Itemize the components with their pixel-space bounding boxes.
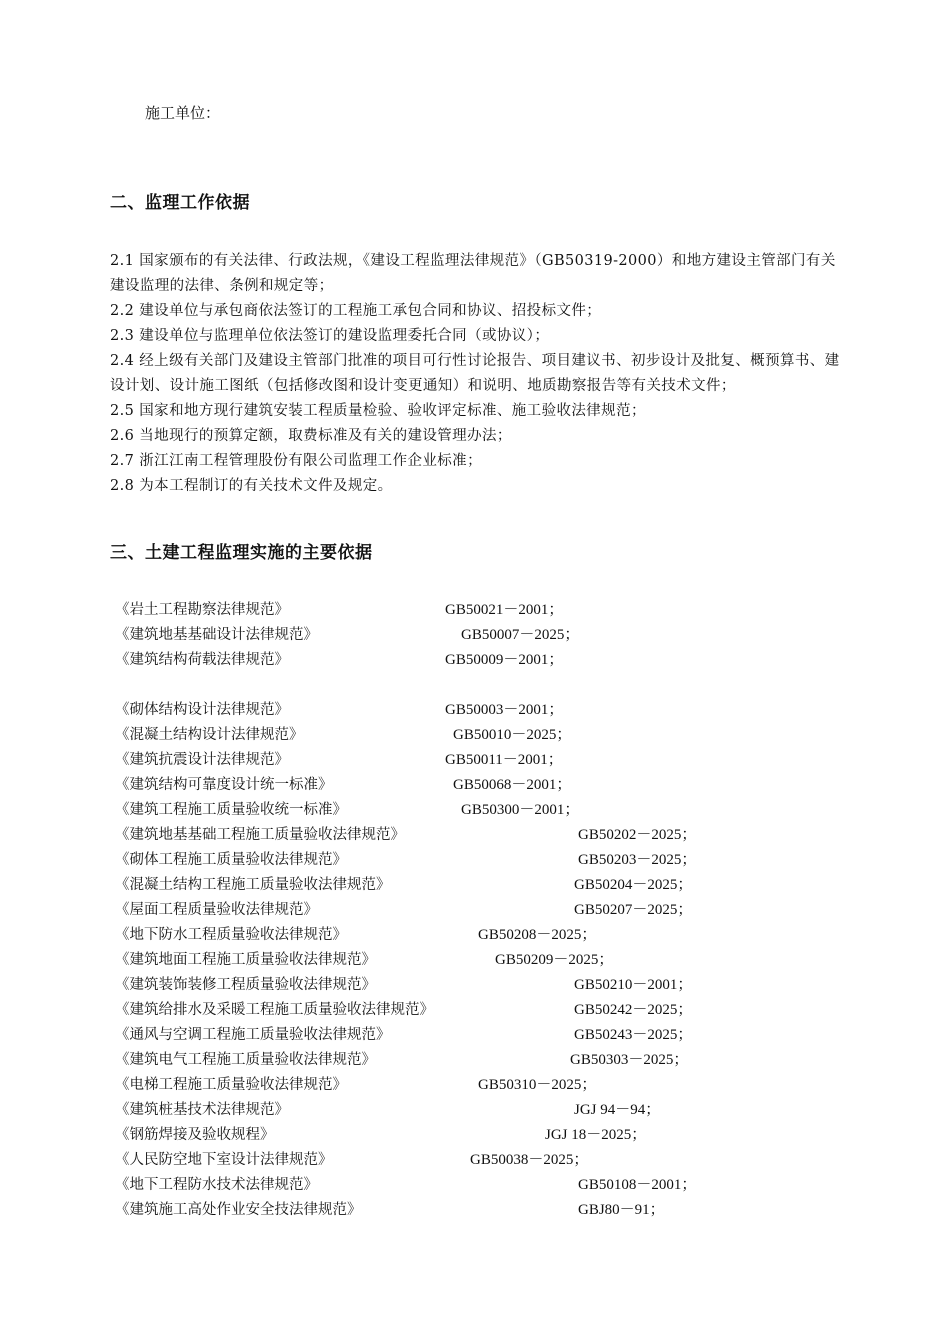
section-2-list (110, 249, 850, 499)
standard-row (115, 598, 815, 623)
standard-row (115, 998, 815, 1023)
standard-code: GB50203－2025； (578, 852, 697, 868)
basis-item: 2.1 国家颁布的有关法律、行政法规，《建设工程监理法律规范》（GB50319-2000）和地方建设主管部门有关建设监理的法律、条例和规定等； (110, 253, 836, 294)
standard-name: 《人民防空地下室设计法律规范》 (115, 1152, 333, 1168)
standard-name: 《岩土工程勘察法律规范》 (115, 602, 289, 618)
standard-code: GB50009－2001； (445, 652, 564, 668)
section-2-heading: 二、监理工作依据 (110, 193, 250, 213)
standard-name: 《建筑桩基技术法律规范》 (115, 1102, 289, 1118)
standard-code: GB50011－2001； (445, 752, 563, 768)
standard-code: GB50108－2001； (578, 1177, 697, 1193)
standard-code: GB50038－2025； (470, 1152, 589, 1168)
standard-name: 《地下工程防水技术法律规范》 (115, 1177, 318, 1193)
standard-name: 《通风与空调工程施工质量验收法律规范》 (115, 1027, 391, 1043)
standard-name: 《建筑电气工程施工质量验收法律规范》 (115, 1052, 376, 1068)
standard-code: GB50007－2025； (461, 627, 580, 643)
standard-name: 《钢筋焊接及验收规程》 (115, 1127, 275, 1143)
basis-item: 2.8 为本工程制订的有关技术文件及规定。 (110, 478, 393, 494)
standard-name: 《屋面工程质量验收法律规范》 (115, 902, 318, 918)
section-3-heading: 三、土建工程监理实施的主要依据 (110, 543, 373, 563)
standard-name: 《混凝土结构工程施工质量验收法律规范》 (115, 877, 391, 893)
standard-code: GB50003－2001； (445, 702, 564, 718)
standard-name: 《建筑施工高处作业安全技法律规范》 (115, 1202, 362, 1218)
standard-row (115, 923, 815, 948)
standard-code: GB50021－2001； (445, 602, 564, 618)
standard-name: 《混凝土结构设计法律规范》 (115, 727, 304, 743)
standard-code: GB50202－2025； (578, 827, 697, 843)
standard-code: GB50208－2025； (478, 927, 597, 943)
standard-row (115, 1198, 815, 1223)
standard-row (115, 1023, 815, 1048)
standard-row (115, 1098, 815, 1123)
standard-code: GB50068－2001； (453, 777, 572, 793)
standard-name: 《砌体结构设计法律规范》 (115, 702, 289, 718)
standard-code: GB50243－2025； (574, 1027, 693, 1043)
standard-row (115, 798, 815, 823)
standard-name: 《建筑结构可靠度设计统一标准》 (115, 777, 333, 793)
standard-name: 《地下防水工程质量验收法律规范》 (115, 927, 347, 943)
standard-row (115, 848, 815, 873)
standard-row (115, 948, 815, 973)
standard-row (115, 823, 815, 848)
basis-item: 2.7 浙江江南工程管理股份有限公司监理工作企业标准； (110, 453, 482, 469)
standard-code: GB50310－2025； (478, 1077, 597, 1093)
standard-name: 《电梯工程施工质量验收法律规范》 (115, 1077, 347, 1093)
standard-row (115, 1148, 815, 1173)
standard-code: GB50242－2025； (574, 1002, 693, 1018)
standard-row (115, 873, 815, 898)
basis-item: 2.5 国家和地方现行建筑安装工程质量检验、验收评定标准、施工验收法律规范； (110, 403, 646, 419)
standard-code: GB50209－2025； (495, 952, 614, 968)
standard-name: 《建筑给排水及采暖工程施工质量验收法律规范》 (115, 1002, 434, 1018)
standard-row (115, 898, 815, 923)
construction-unit-label: 施工单位： (145, 104, 221, 122)
standard-row (115, 1073, 815, 1098)
standard-row (115, 748, 815, 773)
standard-name: 《建筑结构荷载法律规范》 (115, 652, 289, 668)
standard-code: JGJ 18－2025； (545, 1127, 647, 1143)
standard-row (115, 1173, 815, 1198)
standard-row (115, 723, 815, 748)
standard-name: 《砌体工程施工质量验收法律规范》 (115, 852, 347, 868)
standard-row (115, 1123, 815, 1148)
standard-code: GB50300－2001； (461, 802, 580, 818)
basis-item: 2.4 经上级有关部门及建设主管部门批准的项目可行性讨论报告、项目建议书、初步设计及批复、概预算书、建设计划、设计施工图纸（包括修改图和设计变更通知）和说明、地质勘察报告等有关技术文件； (110, 353, 840, 394)
standard-row (115, 648, 815, 673)
standard-code: GB50210－2001； (574, 977, 693, 993)
standard-code: GB50204－2025； (574, 877, 693, 893)
standard-code: GB50303－2025； (570, 1052, 689, 1068)
basis-item: 2.2 建设单位与承包商依法签订的工程施工承包合同和协议、招投标文件； (110, 303, 602, 319)
standards-list (115, 598, 815, 1223)
standard-row (115, 773, 815, 798)
standard-name: 《建筑地基基础工程施工质量验收法律规范》 (115, 827, 405, 843)
basis-item: 2.6 当地现行的预算定额，取费标准及有关的建设管理办法； (110, 428, 512, 444)
basis-item: 2.3 建设单位与监理单位依法签订的建设监理委托合同（或协议）； (110, 328, 550, 344)
list-spacer (115, 673, 815, 698)
standard-row (115, 623, 815, 648)
standard-name: 《建筑工程施工质量验收统一标准》 (115, 802, 347, 818)
standard-code: GBJ80－91； (578, 1202, 665, 1218)
standard-code: GB50207－2025； (574, 902, 693, 918)
standard-name: 《建筑地面工程施工质量验收法律规范》 (115, 952, 376, 968)
standard-name: 《建筑装饰装修工程质量验收法律规范》 (115, 977, 376, 993)
standard-row (115, 1048, 815, 1073)
standard-name: 《建筑地基基础设计法律规范》 (115, 627, 318, 643)
standard-code: JGJ 94－94； (574, 1102, 661, 1118)
standard-code: GB50010－2025； (453, 727, 572, 743)
standard-row (115, 698, 815, 723)
standard-name: 《建筑抗震设计法律规范》 (115, 752, 289, 768)
standard-row (115, 973, 815, 998)
